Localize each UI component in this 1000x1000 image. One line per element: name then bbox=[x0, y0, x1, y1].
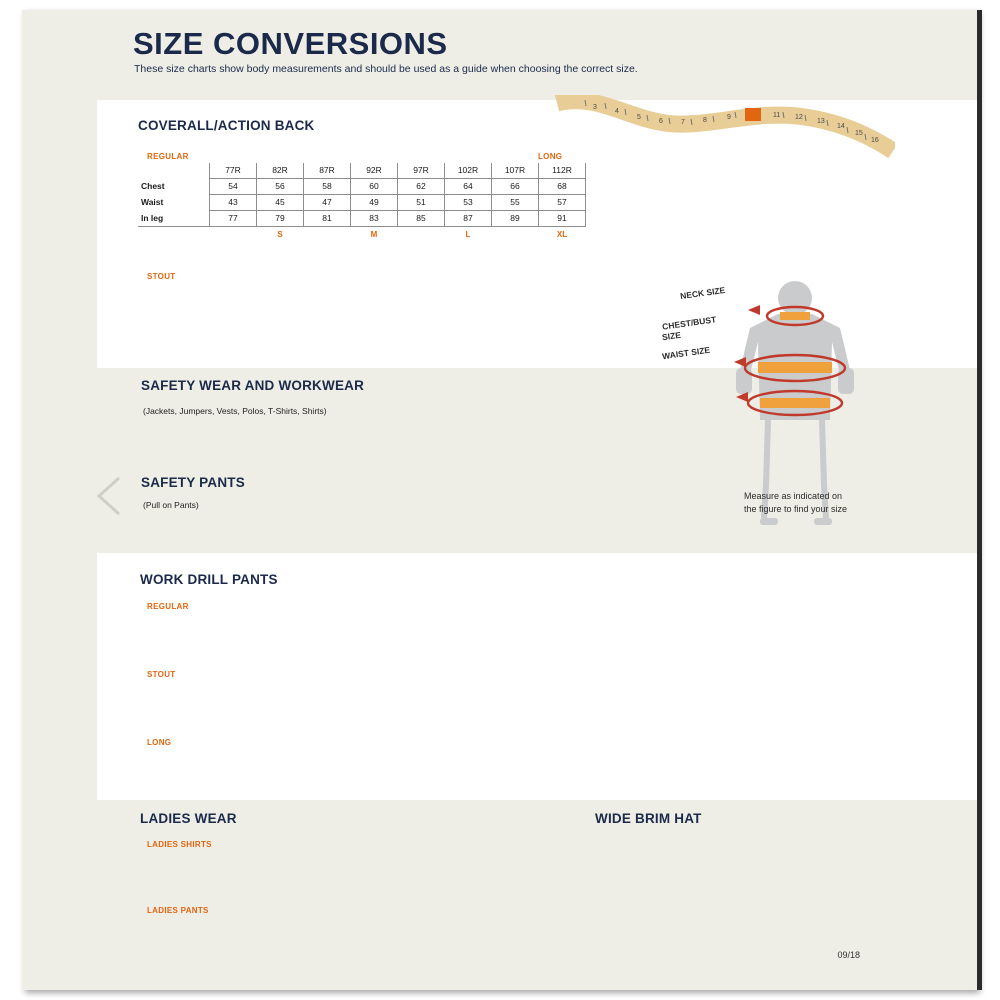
column-header: 82R bbox=[257, 163, 304, 179]
table-cell: 49 bbox=[351, 195, 398, 211]
note-safety-wear: (Jackets, Jumpers, Vests, Polos, T-Shirts, Shirts) bbox=[143, 406, 327, 416]
svg-text:14: 14 bbox=[837, 123, 845, 130]
size-legend-cell: S bbox=[277, 230, 283, 239]
label-drill-regular: REGULAR bbox=[147, 602, 189, 611]
svg-text:11: 11 bbox=[773, 112, 781, 119]
svg-text:5: 5 bbox=[637, 114, 641, 121]
table-cell: 79 bbox=[257, 211, 304, 227]
label-coverall-regular: REGULAR bbox=[147, 152, 189, 161]
tape-measure-icon bbox=[555, 95, 895, 165]
svg-text:9: 9 bbox=[727, 114, 731, 121]
figure-label-chest-1: CHEST/BUST bbox=[661, 314, 717, 332]
column-header: 92R bbox=[351, 163, 398, 179]
size-legend-cell: XL bbox=[556, 230, 568, 239]
table-row bbox=[138, 195, 586, 211]
table-cell: 54 bbox=[210, 179, 257, 195]
section-title-ladies: LADIES WEAR bbox=[140, 811, 237, 826]
table-cell: 66 bbox=[492, 179, 539, 195]
table-cell: 57 bbox=[539, 195, 586, 211]
label-coverall-stout: STOUT bbox=[147, 272, 176, 281]
table-cell: 85 bbox=[398, 211, 445, 227]
figure-label-waist: WAIST SIZE bbox=[661, 344, 711, 362]
table-cell: 83 bbox=[351, 211, 398, 227]
svg-text:15: 15 bbox=[855, 130, 863, 137]
svg-text:4: 4 bbox=[615, 108, 619, 115]
left-band bbox=[22, 10, 97, 990]
table-cell: 77 bbox=[210, 211, 257, 227]
table-header-row bbox=[138, 163, 586, 179]
section-title-coverall: COVERALL/ACTION BACK bbox=[138, 118, 315, 133]
table-cell: 43 bbox=[210, 195, 257, 211]
table-cell: 87 bbox=[445, 211, 492, 227]
svg-text:16: 16 bbox=[871, 137, 879, 144]
size-legend-cell: M bbox=[370, 230, 378, 239]
table-cell: 62 bbox=[398, 179, 445, 195]
bottom-band bbox=[97, 800, 977, 990]
column-header: 102R bbox=[445, 163, 492, 179]
table-cell: 91 bbox=[539, 211, 586, 227]
table-cell: 60 bbox=[351, 179, 398, 195]
table-cell: 53 bbox=[445, 195, 492, 211]
label-drill-long: LONG bbox=[147, 738, 172, 747]
svg-text:6: 6 bbox=[659, 118, 663, 125]
label-coverall-long: LONG bbox=[538, 152, 563, 161]
table-cell: 45 bbox=[257, 195, 304, 211]
table-cell: 89 bbox=[492, 211, 539, 227]
figure-label-neck: NECK SIZE bbox=[679, 284, 726, 302]
row-label: Chest bbox=[138, 179, 210, 195]
size-legend-row bbox=[138, 227, 586, 243]
page-subtitle: These size charts show body measurements and should be used as a guide when choosing the correct size. bbox=[134, 63, 638, 75]
table-cell: 55 bbox=[492, 195, 539, 211]
size-legend-cell bbox=[492, 227, 539, 243]
section-title-hat: WIDE BRIM HAT bbox=[595, 811, 702, 826]
table-cell: 68 bbox=[539, 179, 586, 195]
column-header: 77R bbox=[210, 163, 257, 179]
table-cell: 56 bbox=[257, 179, 304, 195]
figure-label-chest-2: SIZE bbox=[661, 329, 682, 343]
table-row bbox=[138, 179, 586, 195]
label-ladies-pants: LADIES PANTS bbox=[147, 906, 209, 915]
figure-caption: Measure as indicated on the figure to find your size bbox=[744, 491, 848, 514]
note-safety-pants: (Pull on Pants) bbox=[143, 500, 199, 510]
column-header: 97R bbox=[398, 163, 445, 179]
footer-date: 09/18 bbox=[837, 950, 860, 960]
label-ladies-shirts: LADIES SHIRTS bbox=[147, 840, 212, 849]
table-coverall-regular bbox=[138, 163, 586, 242]
label-drill-stout: STOUT bbox=[147, 670, 176, 679]
table-cell: 47 bbox=[304, 195, 351, 211]
table-cell: 58 bbox=[304, 179, 351, 195]
section-title-work-drill: WORK DRILL PANTS bbox=[140, 572, 278, 587]
svg-text:12: 12 bbox=[795, 114, 803, 121]
svg-text:8: 8 bbox=[703, 117, 707, 124]
table-cell: 64 bbox=[445, 179, 492, 195]
table-cell: 51 bbox=[398, 195, 445, 211]
table-row bbox=[138, 211, 586, 227]
size-legend-cell: L bbox=[465, 230, 471, 239]
column-header: 107R bbox=[492, 163, 539, 179]
column-header: 112R bbox=[539, 163, 586, 179]
page-title: SIZE CONVERSIONS bbox=[133, 26, 448, 61]
section-title-safety-pants: SAFETY PANTS bbox=[141, 475, 245, 490]
column-header: 87R bbox=[304, 163, 351, 179]
section-title-safety-wear: SAFETY WEAR AND WORKWEAR bbox=[141, 378, 365, 393]
table-cell: 81 bbox=[304, 211, 351, 227]
left-arrow-icon bbox=[95, 476, 121, 516]
row-label: In leg bbox=[138, 211, 210, 227]
row-label: Waist bbox=[138, 195, 210, 211]
svg-text:3: 3 bbox=[593, 104, 597, 111]
svg-text:13: 13 bbox=[817, 118, 825, 125]
svg-text:7: 7 bbox=[681, 119, 685, 126]
page-right-edge bbox=[977, 10, 982, 990]
